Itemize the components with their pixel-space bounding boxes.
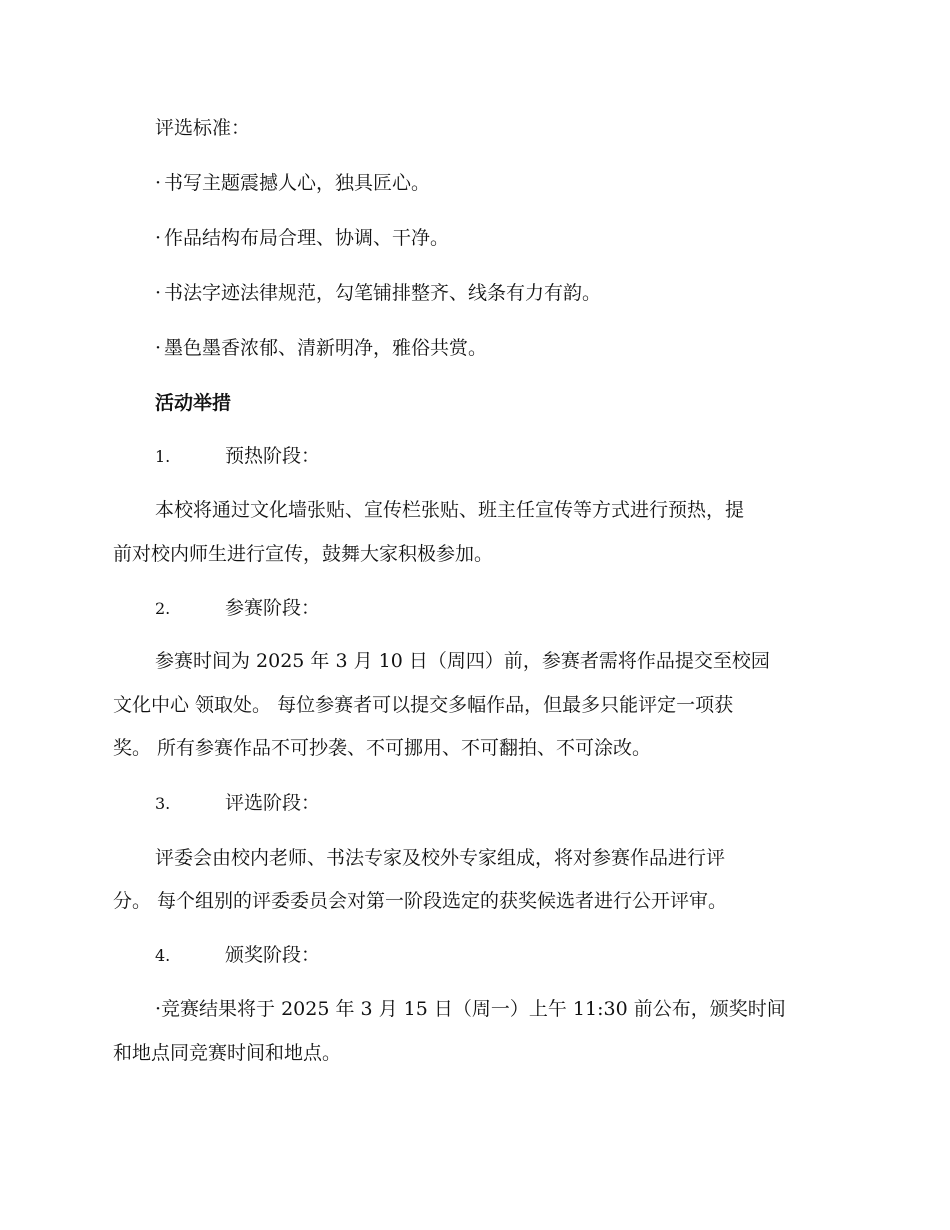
criteria-item-text: 作品结构布局合理、协调、干净。 — [164, 227, 450, 249]
paragraph-line: ·竞赛结果将于 2025 年 3 月 15 日（周一）上午 11:30 前公布，颁奖时间 — [155, 998, 786, 1020]
stage-title: 评选阶段： — [225, 792, 321, 814]
stage-heading — [155, 943, 320, 968]
criteria-item-text: 墨色墨香浓郁、清新明净，雅俗共赏。 — [164, 337, 488, 359]
paragraph-line: 前对校内师生进行宣传，鼓舞大家积极参加。 — [113, 543, 494, 565]
section-heading: 活动举措 — [155, 392, 232, 414]
stage-title: 颁奖阶段： — [225, 944, 321, 966]
bullet-icon: · — [155, 337, 162, 359]
paragraph-line: 奖。 所有参赛作品不可抄袭、不可挪用、不可翻拍、不可涂改。 — [113, 737, 652, 759]
stage-title: 参赛阶段： — [225, 597, 321, 619]
stage-number: 4. — [155, 946, 171, 965]
stage-heading — [155, 791, 320, 816]
paragraph-line: 本校将通过文化墙张贴、宣传栏张贴、班主任宣传等方式进行预热，提 — [155, 499, 745, 521]
paragraph-line: 参赛时间为 2025 年 3 月 10 日（周四）前，参赛者需将作品提交至校园 — [155, 650, 770, 672]
criteria-item — [155, 336, 875, 360]
stage-number: 2. — [155, 599, 171, 618]
stage-number: 1. — [155, 447, 171, 466]
paragraph-line: 文化中心 领取处。 每位参赛者可以提交多幅作品，但最多只能评定一项获 — [113, 694, 734, 716]
bullet-icon: · — [155, 227, 162, 249]
stage-heading — [155, 596, 320, 621]
criteria-item-text: 书写主题震撼人心，独具匠心。 — [164, 172, 431, 194]
bullet-icon: · — [155, 172, 162, 194]
criteria-item — [155, 281, 875, 305]
bullet-icon: · — [155, 282, 162, 304]
stage-title: 预热阶段： — [225, 445, 321, 467]
criteria-title: 评选标准： — [155, 117, 251, 139]
paragraph-line: 评委会由校内老师、书法专家及校外专家组成，将对参赛作品进行评 — [155, 847, 726, 869]
stage-number: 3. — [155, 794, 171, 813]
criteria-item — [155, 226, 875, 250]
criteria-item — [155, 171, 875, 195]
paragraph-line: 和地点同竞赛时间和地点。 — [113, 1042, 342, 1064]
criteria-item-text: 书法字迹法律规范，勾笔铺排整齐、线条有力有韵。 — [164, 282, 602, 304]
paragraph-line: 分。 每个组别的评委委员会对第一阶段选定的获奖候选者进行公开评审。 — [113, 890, 728, 912]
stage-heading — [155, 444, 320, 469]
